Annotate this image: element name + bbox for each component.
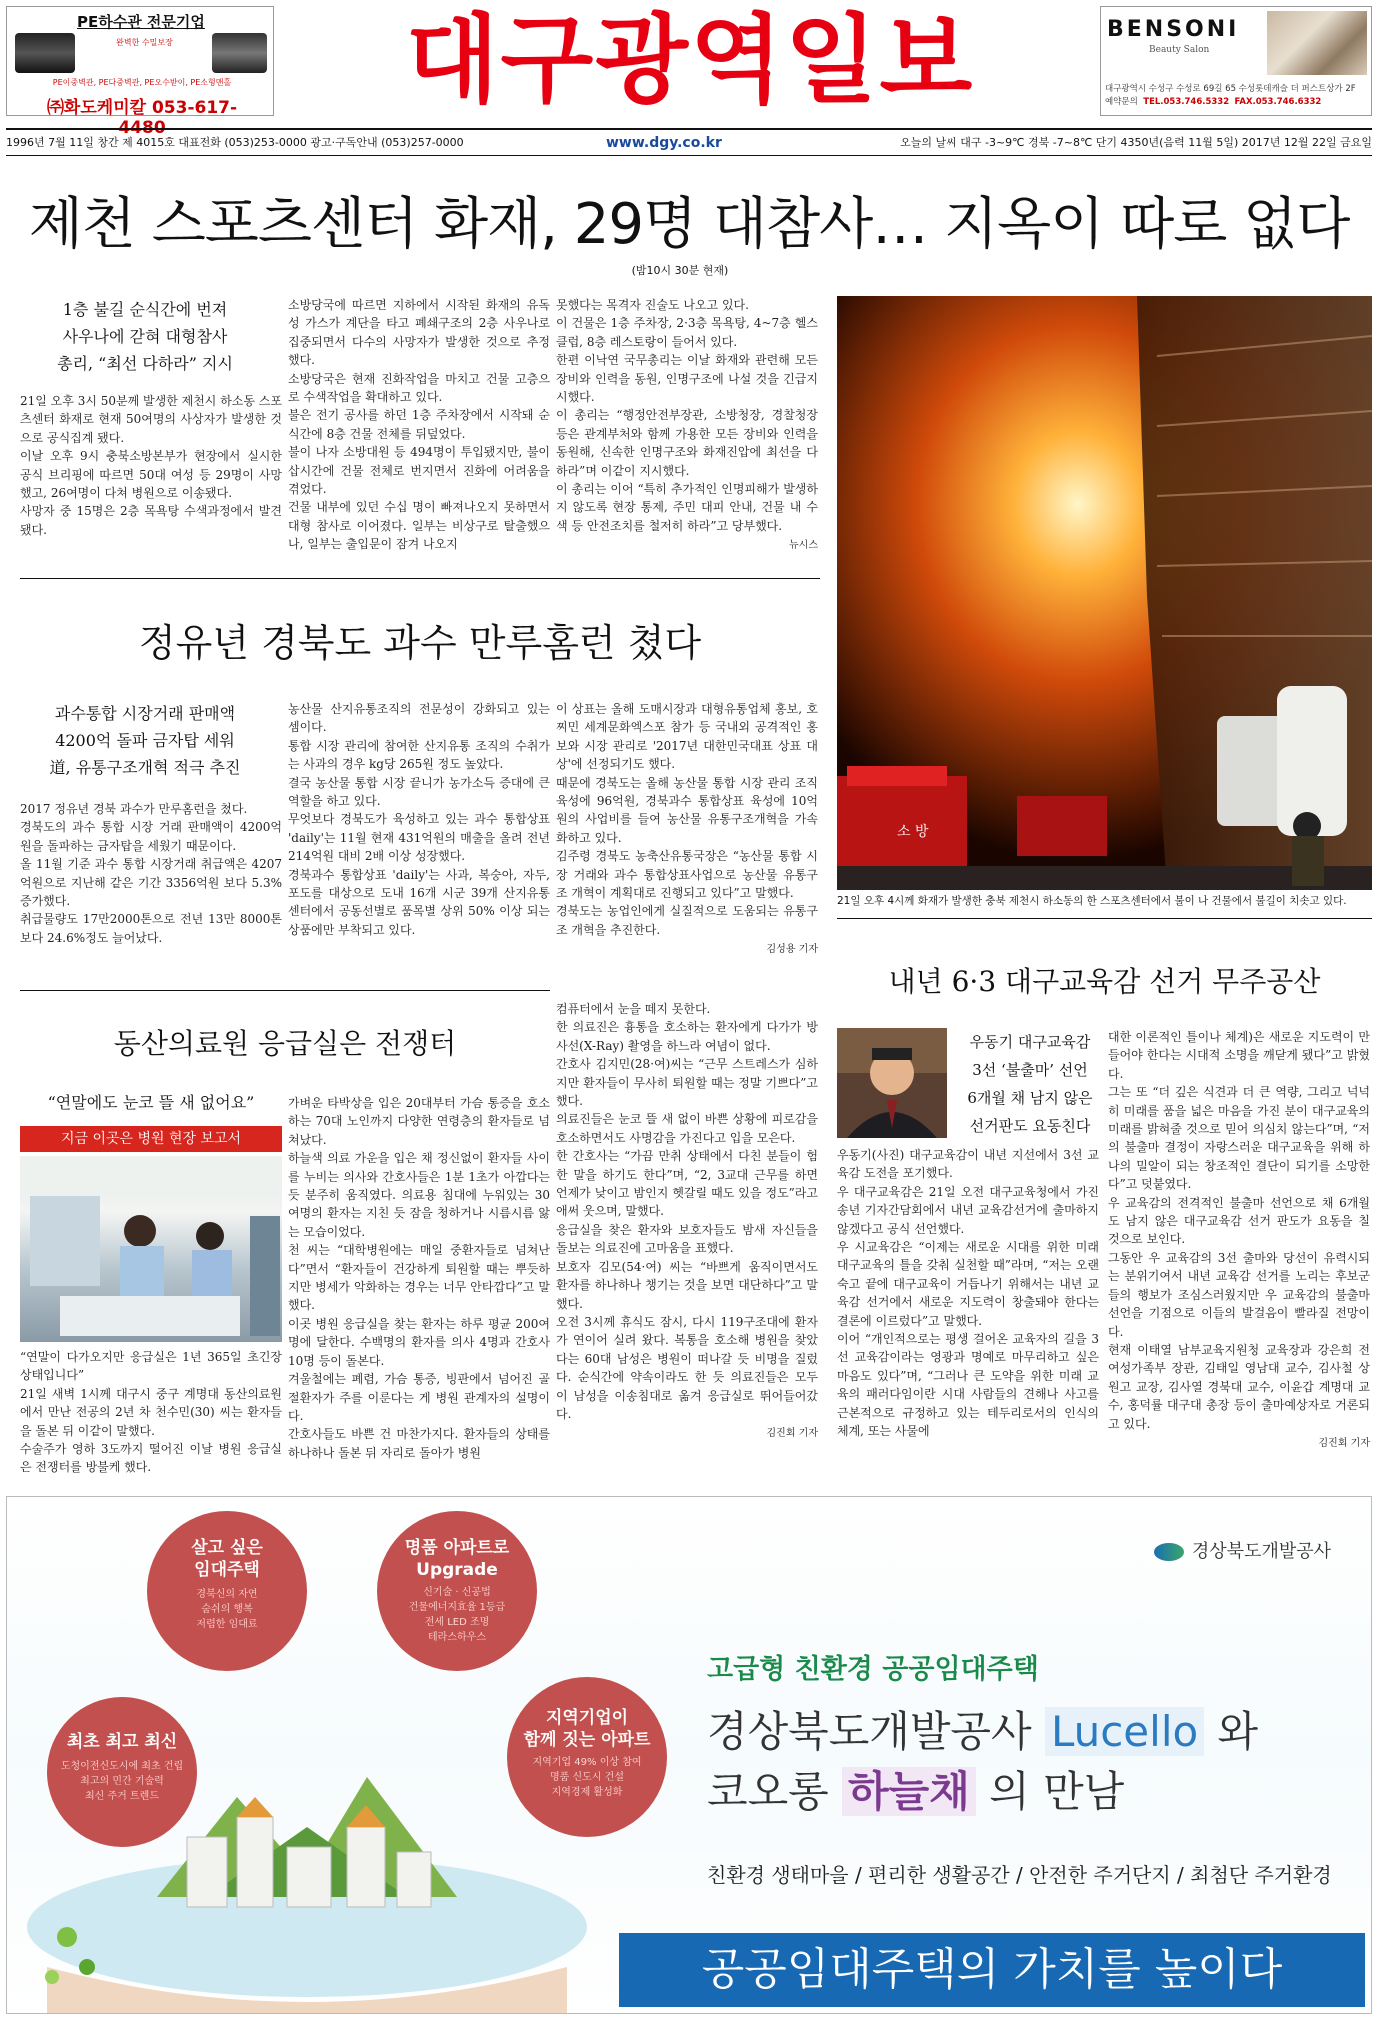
circle-title: 최초 최고 최신 bbox=[66, 1732, 178, 1752]
paragraph: 경북과수 통합상표 'daily'는 사과, 복숭아, 자두, 포도를 대상으로 도내 16개 시군 39개 산지유통센터에서 공동선별로 품목별 상위 50% 이상 되는 상품에만 부착되고 있다. bbox=[288, 867, 550, 937]
paragraph: 이어 “개인적으로는 평생 걸어온 교육자의 길을 3선 교육감이라는 영광과 명예로 마무리하고 싶은 마음도 있다”며, “그러나 큰 도약을 위한 미래 교육의 패러다임이란 시대 사람들의 견해나 사고를 근본적으로 규정하고 있는 테두리로서의 인식의 체계, 또는 사물에 bbox=[837, 1332, 1099, 1439]
paragraph: 소방당국은 현재 진화작업을 마치고 건물 고층으로 수색작업을 확대하고 있다. bbox=[288, 371, 550, 405]
salon-photo bbox=[1267, 11, 1367, 75]
feature-circle-upgrade bbox=[377, 1511, 537, 1671]
story3-col3 bbox=[556, 1000, 818, 1488]
paragraph: 간호사들도 바쁜 건 마찬가지다. 환자들의 상태를 하나하나 돌본 뒤 자리로 돌아가 병원 bbox=[288, 1427, 550, 1460]
paragraph: 컴퓨터에서 눈을 떼지 못한다. bbox=[556, 1002, 711, 1016]
paragraph: 하늘색 의료 가운을 입은 채 정신없이 환자들 사이를 누비는 의사와 간호사들은 1분 1초가 아깝다는 듯 분주히 움직였다. 의료용 침대에 누워있는 30여명의 환자는 지친 듯 잠을 청하거나 시름시름 앓는 모습이었다. bbox=[288, 1151, 550, 1239]
story2-headline[interactable]: 정유년 경북도 과수 만루홈런 쳤다 bbox=[138, 621, 702, 665]
byline: 김진회 기자 bbox=[1318, 1437, 1370, 1449]
paragraph: 한편 이낙연 국무총리는 이날 화재와 관련해 모든 장비와 인력을 동원, 인명구조에 나설 것을 긴급지시했다. bbox=[556, 353, 818, 405]
edition-infobar bbox=[6, 128, 1372, 156]
paragraph: 한 의료진은 흉통을 호소하는 환자에게 다가가 방사선(X-Ray) 촬영을 하느라 여념이 없다. bbox=[556, 1020, 818, 1053]
paragraph: 김주령 경북도 농축산유통국장은 “농산물 통합 시장 거래와 과수 통합상표사업으로 농산물 유통구조 개혁이 계획대로 진행되고 있다”고 말했다. bbox=[556, 849, 818, 901]
deck-line: 과수통합 시장거래 판매액 bbox=[54, 704, 236, 723]
story3-col2 bbox=[288, 1094, 550, 1488]
ad-bensoni[interactable] bbox=[1100, 6, 1372, 116]
paragraph: 수술주가 영하 3도까지 떨어진 이날 병원 응급실은 전쟁터를 방불케 했다. bbox=[20, 1442, 282, 1475]
hospital-scene bbox=[20, 1156, 282, 1342]
portrait-photo[interactable] bbox=[837, 1028, 947, 1138]
main-headline[interactable]: 제천 스포츠센터 화재, 29명 대참사… 지옥이 따로 없다 bbox=[28, 192, 1350, 257]
circle-title: 명품 아파트로 Upgrade bbox=[404, 1538, 510, 1580]
paragraph: 경북도의 과수 통합 시장 거래 판매액이 4200억원을 돌파하는 금자탑을 세웠기 때문이다. bbox=[20, 820, 282, 853]
paragraph: 이날 오후 9시 충북소방본부가 현장에서 실시한 공식 브리핑에 따르면 50대 여성 등 29명이 사망했고, 26여명이 다쳐 병원으로 이송됐다. bbox=[20, 449, 282, 501]
paragraph: 이곳 병원 응급실을 찾는 환자는 하루 평균 200여명에 달한다. 수백명의 환자를 의사 4명과 간호사 10명 등이 돌본다. bbox=[288, 1316, 550, 1368]
site-url[interactable]: www.dgy.co.kr bbox=[606, 135, 722, 151]
paragraph: 결국 농산물 통합 시장 끝니가 농가소득 증대에 큰 역할을 하고 있다. bbox=[288, 775, 550, 809]
divider bbox=[20, 578, 820, 579]
paragraph: 이 총리는 이어 “특히 추가적인 인명피해가 발생하지 않도록 현장 통제, 주민 대피 안내, 건물 내 수색 등 안전조치를 철저히 하라”고 당부했다. bbox=[556, 482, 818, 533]
sponsor-logo-icon bbox=[1154, 1543, 1184, 1561]
feature-circle-first bbox=[47, 1697, 197, 1847]
weather-date: 오늘의 날씨 대구 -3~9℃ 경북 -7~8℃ 단기 4350년(음력 11월 5일) 2017년 12월 22일 금요일 bbox=[900, 136, 1372, 149]
pipe-image bbox=[15, 33, 75, 73]
paragraph: 불은 전기 공사를 하던 1층 주차장에서 시작돼 순식간에 8층 건물 전체를 뒤덮었다. bbox=[288, 408, 550, 441]
sponsor-label: 경상북도개발공사 bbox=[1191, 1541, 1331, 1562]
story1-col1 bbox=[20, 392, 282, 572]
story2-col1 bbox=[20, 800, 282, 980]
divider bbox=[20, 990, 550, 991]
ad-phone: ㈜화도케미칼 053-617-4480 bbox=[46, 98, 238, 138]
svg-text:소 방: 소 방 bbox=[897, 824, 929, 840]
fire-scene bbox=[837, 296, 1372, 890]
paragraph: 이 상표는 올해 도매시장과 대형유통업체 홍보, 호찌민 세계문화엑스포 참가 등 국내외 공격적인 홍보와 시장 관리로 '2017년 대한민국대표 상표 대상'에 선정되기도 했다. bbox=[556, 702, 818, 772]
line2-text: 코오롱 bbox=[707, 1767, 843, 1816]
feature-circle-local bbox=[507, 1677, 667, 1837]
paragraph: 무엇보다 경북도가 육성하고 있는 과수 통합상표 'daily'는 11월 현재 431억원의 매출을 올려 전년 214억원 대비 2배 이상 성장했다. bbox=[288, 812, 550, 864]
paragraph: 응급실을 찾은 환자와 보호자들도 밤새 자신들을 돌보는 의료진에 고마움을 표했다. bbox=[556, 1222, 818, 1256]
hospital-photo[interactable] bbox=[20, 1156, 282, 1342]
ad-address: 대구광역시 수성구 수성로 69길 65 수성롯데캐슬 더 퍼스트상가 2F bbox=[1105, 84, 1356, 94]
ad-pe-pipe[interactable] bbox=[6, 6, 274, 138]
story3-quote: “연말에도 눈코 뜰 새 없어요” bbox=[47, 1093, 255, 1112]
paragraph: 사망자 중 15명은 2층 목욕탕 수색과정에서 발견됐다. bbox=[20, 504, 282, 537]
deck-line: 4200억 돌파 금자탑 세워 bbox=[55, 731, 235, 750]
paragraph: 한 간호사는 “가끔 만취 상태에서 다친 분들이 험한 말을 하기도 한다”며, “2, 3교대 근무를 하면 언제가 낮이고 밤인지 헷갈릴 때도 있을 정도”라고 애써 웃으며, 말했다. bbox=[556, 1149, 818, 1219]
ad-tel: TEL.053.746.5332 bbox=[1143, 97, 1230, 107]
byline: 김진회 기자 bbox=[766, 1428, 818, 1440]
line1-suffix: 와 bbox=[1204, 1707, 1259, 1756]
line2-suffix: 의 만남 bbox=[975, 1767, 1125, 1816]
fire-photo[interactable] bbox=[837, 296, 1372, 890]
story4-headline[interactable]: 내년 6·3 대구교육감 선거 무주공산 bbox=[888, 965, 1321, 998]
byline: 김성용 기자 bbox=[766, 944, 818, 956]
ad-kicker: 고급형 친환경 공공임대주택 bbox=[707, 1654, 1039, 1685]
story2-col2 bbox=[288, 700, 550, 980]
ad-line2 bbox=[707, 1759, 1124, 1819]
gbdc-advertisement[interactable] bbox=[6, 1496, 1372, 2014]
paragraph: 불이 나자 소방대원 등 494명이 투입됐지만, 불이 삽시간에 건물 전체로 번지면서 진화에 어려움을 겪었다. bbox=[288, 445, 550, 497]
story3-col1 bbox=[20, 1348, 282, 1488]
story2-deck bbox=[20, 700, 270, 781]
story1-col3 bbox=[556, 296, 818, 572]
deck-line: 사우나에 갇혀 대형참사 bbox=[62, 327, 228, 346]
paragraph: 그는 또 “더 깊은 식견과 더 큰 역량, 그리고 넉넉히 미래를 품을 넓은 마음을 가진 분이 대구교육의 미래를 밝혀줄 것으로 믿어 의심치 않는다”며, “저의 불출마 결정이 자랑스러운 대구교육을 위해 하나의 밀알이 되는 창조적인 결단이 되기를 소망한다”고 덧붙였다. bbox=[1108, 1085, 1370, 1192]
deck-line: 총리, “최선 다하라” 지시 bbox=[57, 354, 233, 373]
paragraph: 못했다는 목격자 진술도 나오고 있다. bbox=[556, 298, 749, 312]
paragraph: 간호사 김지민(28·여)씨는 “근무 스트레스가 심하지만 환자들이 무사히 퇴원할 때는 정말 기쁘다”고 했다. bbox=[556, 1057, 818, 1109]
paragraph: 우 대구교육감은 21일 오전 대구교육청에서 가진 송년 기자간담회에서 내년 교육감선거에 출마하지 않겠다고 공식 선언했다. bbox=[837, 1184, 1099, 1236]
headline-note: (밤10시 30분 현재) bbox=[631, 264, 729, 277]
deck-line: 우동기 대구교육감 bbox=[969, 1033, 1091, 1051]
paragraph: 보호자 김모(54·여) 씨는 “바쁘게 움직이면서도 환자를 하나하나 챙기는 것을 보면 대단하다”고 말했다. bbox=[556, 1259, 818, 1311]
paragraph: 그동안 우 교육감의 3선 출마와 당선이 유력시되는 분위기여서 내년 교육감 선거를 노리는 후보군들의 행보가 조심스러웠지만 우 교육감의 불출마 선언을 기점으로 이들의 발걸음이 빨라질 전망이다. bbox=[1108, 1250, 1370, 1339]
ad-heading: PE하수관 전문기업 bbox=[77, 13, 205, 31]
pipe-image bbox=[212, 33, 267, 73]
haneulchae-brand: 하늘채 bbox=[842, 1767, 976, 1816]
deck-line: 6개월 채 남지 않은 bbox=[967, 1089, 1093, 1107]
paragraph: 우동기(사진) 대구교육감이 내년 지선에서 3선 교육감 도전을 포기했다. bbox=[837, 1148, 1099, 1181]
circle-subtitle: 지역기업 49% 이상 참여 명품 신도시 건설 지역경제 활성화 bbox=[532, 1757, 642, 1798]
story1-col2 bbox=[288, 296, 550, 572]
paragraph: 2017 정유년 경북 과수가 만루홈런을 쳤다. bbox=[20, 802, 248, 816]
paragraph: 때문에 경북도는 올해 농산물 통합 시장 관리 조직 육성에 96억원, 경북과수 통합상표 육성에 10억원의 사업비를 들여 농산물 유통구조개혁을 가속화하고 있다. bbox=[556, 775, 818, 845]
ad-tagline: 완벽한 수밀보장 bbox=[116, 38, 173, 47]
story4-col2 bbox=[1108, 1028, 1370, 1488]
paragraph: “연말이 다가오지만 응급실은 1년 365일 초긴장 상태입니다” bbox=[20, 1350, 282, 1383]
circle-subtitle: 신기술 · 신공법 건물에너지효율 1등급 전세 LED 조명 테라스하우스 bbox=[408, 1587, 506, 1643]
story4-deck bbox=[950, 1028, 1110, 1140]
lucello-brand: Lucello bbox=[1045, 1707, 1204, 1756]
line1-text: 경상북도개발공사 bbox=[707, 1707, 1045, 1756]
paragraph: 이 건물은 1층 주차장, 2·3층 목욕탕, 4~7층 헬스클럽, 8층 레스토랑이 들어서 있다. bbox=[556, 316, 818, 349]
paragraph: 천 씨는 “대학병원에는 매일 중환자들로 넘쳐난다”면서 “환자들이 건강하게 퇴원할 때는 뿌듯하지만 병세가 악화하는 경우는 너무 안타깝다”고 말했다. bbox=[288, 1243, 550, 1313]
ad-products: PE이중벽관, PE다중벽관, PE오수받이, PE소형맨홀 bbox=[52, 78, 232, 87]
paragraph: 오전 3시께 휴식도 잠시, 다시 119구조대에 환자가 연이어 실려 왔다. 복통을 호소해 병원을 찾았다는 60대 남성은 병원이 떠나갈 듯 비명을 질렀다. 순식간에 약속이라도 한 듯 의료진들은 모두 이 남성을 이송침대로 옮겨 응급실로 뛰어들어갔다. bbox=[556, 1314, 818, 1421]
ad-brand-sub: Beauty Salon bbox=[1149, 45, 1210, 55]
portrait-figure bbox=[837, 1028, 947, 1138]
paragraph: 겨울철에는 폐렴, 가슴 통증, 빙판에서 넘어진 골절환자가 주를 이룬다는 게 병원 관계자의 설명이다. bbox=[288, 1372, 550, 1423]
circle-subtitle: 경북신의 자연 숨쉬의 행복 저렴한 임대료 bbox=[196, 1589, 258, 1630]
paragraph: 소방당국에 따르면 지하에서 시작된 화재의 유독성 가스가 계단을 타고 폐쇄구조의 2층 사우나로 집중되면서 다수의 사망자가 발생한 것으로 추정했다. bbox=[288, 298, 550, 368]
photo-caption: 21일 오후 4시께 화재가 발생한 충북 제천시 하소동의 한 스포츠센터에서 불이 나 건물에서 불길이 치솟고 있다. bbox=[837, 895, 1347, 907]
paragraph: 취급물량도 17만2000톤으로 전년 13만 8000톤 보다 24.6%정도 늘어났다. bbox=[20, 912, 282, 945]
deck-line: 3선 ‘불출마’ 선언 bbox=[972, 1061, 1088, 1079]
feature-circle-rental bbox=[147, 1511, 307, 1671]
circle-subtitle: 도청이전신도시에 최초 건립 최고의 민간 기술력 최신 주거 트렌드 bbox=[60, 1761, 184, 1802]
circle-title: 살고 싶은 임대주택 bbox=[191, 1538, 263, 1580]
paragraph: 통합 시장 관리에 참여한 산지유통 조직의 수취가는 사과의 경우 kg당 265원 정도 높았다. bbox=[288, 738, 550, 772]
deck-line: 선거판도 요동친다 bbox=[969, 1117, 1091, 1135]
deck-line: 道, 유통구조개혁 적극 추진 bbox=[49, 758, 241, 777]
story2-col3 bbox=[556, 700, 818, 980]
ad-reservation-label: 예약문의 bbox=[1105, 97, 1138, 107]
edition-info: 1996년 7월 11일 창간 제 4015호 대표전화 (053)253-0000 광고·구독안내 (053)257-0000 bbox=[6, 136, 464, 149]
story1-deck bbox=[20, 296, 270, 377]
ad-line1 bbox=[707, 1699, 1258, 1759]
circle-title: 지역기업이 함께 짓는 아파트 bbox=[523, 1708, 651, 1750]
byline: 뉴시스 bbox=[789, 540, 818, 552]
paragraph: 우 시교육감은 “이제는 새로운 시대를 위한 미래 대구교육의 틀을 갖춰 실천할 때”라며, “저는 오랜 숙고 끝에 대구교육이 거듭나기 위해서는 내년 교육감 선거에서 새로운 지도력이 창출돼야 한다는 결론에 이르렀다”고 말했다. bbox=[837, 1240, 1099, 1328]
story4-col1 bbox=[837, 1146, 1099, 1488]
paragraph: 이 총리는 “행정안전부장관, 소방청장, 경찰청장 등은 관계부처와 함께 가용한 모든 장비와 인력을 동원해, 신속한 인명구조와 화재진압에 최선을 다하라”며 이같이 지시했다. bbox=[556, 408, 818, 478]
ad-banner: 공공임대주택의 가치를 높이다 bbox=[619, 1933, 1365, 2007]
newspaper-logo[interactable]: 대구광역일보 bbox=[405, 4, 975, 116]
paragraph: 현재 이태열 남부교육지원청 교육장과 강은희 전 여성가족부 장관, 김태일 영남대 교수, 김사철 상원고 교장, 김사열 경북대 교수, 이윤갑 계명대 교수, 홍덕률 대구대 총장 등이 출마예상자로 거론되고 있다. bbox=[1108, 1342, 1370, 1431]
ad-brand: BENSONI bbox=[1107, 17, 1240, 42]
paragraph: 건물 내부에 있던 수십 명이 빠져나오지 못하면서 대형 참사로 이어졌다. 일부는 비상구로 탈출했으나, 일부는 출입문이 잠겨 나오지 bbox=[288, 500, 550, 552]
paragraph: 가벼운 타박상을 입은 20대부터 가슴 통증을 호소하는 70대 노인까지 다양한 연령층의 환자들로 넘쳐났다. bbox=[288, 1096, 550, 1147]
report-label: 지금 이곳은 병원 현장 보고서 bbox=[20, 1126, 282, 1152]
paragraph: 우 교육감의 전격적인 불출마 선언으로 채 6개월도 남지 않은 대구교육감 선거 판도가 요동을 칠 것으로 보인다. bbox=[1108, 1195, 1370, 1247]
deck-line: 1층 불길 순식간에 번져 bbox=[62, 300, 228, 319]
story3-headline[interactable]: 동산의료원 응급실은 전쟁터 bbox=[113, 1027, 457, 1060]
paragraph: 농산물 산지유통조직의 전문성이 강화되고 있는 셈이다. bbox=[288, 702, 550, 735]
divider bbox=[837, 918, 1372, 919]
paragraph: 올 11월 기준 과수 통합 시장거래 취급액은 4207억원으로 지난해 같은 기간 3356억원 보다 5.3% 증가했다. bbox=[20, 857, 282, 909]
paragraph: 경북도는 농업인에게 실질적으로 도움되는 유통구조 개혁을 추진한다. bbox=[556, 904, 818, 937]
sponsor-name bbox=[1154, 1537, 1331, 1563]
paragraph: 21일 오후 3시 50분께 발생한 제천시 하소동 스포츠센터 화재로 현재 50여명의 사상자가 발생한 것으로 공식집계 됐다. bbox=[20, 394, 282, 445]
ad-fax: FAX.053.746.6332 bbox=[1234, 97, 1322, 107]
paragraph: 의료진들은 눈코 뜰 새 없이 바쁜 상황에 피로감을 호소하면서도 사명감을 가진다고 입을 모은다. bbox=[556, 1112, 818, 1145]
ad-contact bbox=[1105, 83, 1369, 109]
ad-features: 친환경 생태마을 / 편리한 생활공간 / 안전한 주거단지 / 최첨단 주거환경 bbox=[707, 1863, 1332, 1887]
paragraph: 대한 이론적인 틀이나 체계)은 새로운 지도력이 만들어야 한다는 시대적 소명을 깨닫게 됐다”고 밝혔다. bbox=[1108, 1030, 1370, 1081]
paragraph: 21일 새벽 1시께 대구시 중구 계명대 동산의료원에서 만난 전공의 2년 차 천수민(30) 씨는 환자들을 돌본 뒤 이같이 말했다. bbox=[20, 1386, 282, 1438]
